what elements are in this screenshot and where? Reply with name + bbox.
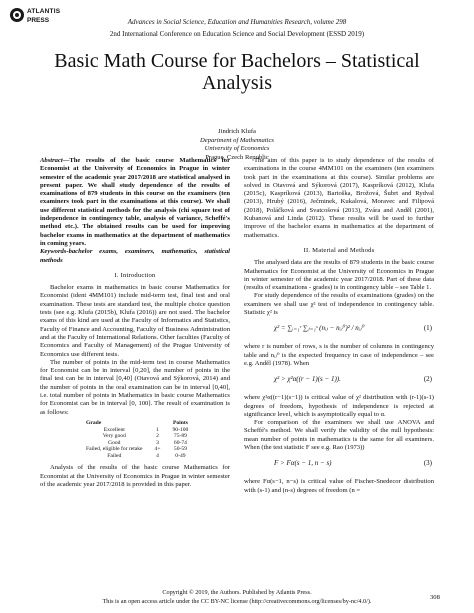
points-cell: 50-59 [173,446,187,453]
aim-paragraph: The aim of this paper is to study dependence of the results of examinations in the course 4MM101 on the examiners (ten examiners took part in the examinations at this course). Similar problems are solved in Otavová and Sýkorová (2017), Kaspríková (2012), Klufa (2015c), Kaspríková (2013), Bartoška, Brožová, Šubrt and Rydval (2013), Hrubý (2016), Ječminek, Kukalová, Moravec and Filipová (2018), Poláčková and Svatcošová (2013), Zvára and Anděl (2001), Kubanová and Linda (2012). These results will be used to further improve of the bachelor exams in mathematics at the department of mathematics. [244,157,434,239]
grade-header: Grade [86,419,102,426]
table-row [80,453,194,460]
equation-1-body: χ² = ∑ᵢ₌₁ʳ ∑ⱼ₌₁ˢ (nᵢⱼ − nᵢⱼ⁰)² / nᵢⱼ⁰ [274,324,365,333]
equation-2-number: (2) [423,375,432,384]
points-cell: 60-74 [173,439,187,446]
equation-2-body: χ² > χ²α((r − 1)(s − 1)). [274,375,341,384]
grade-code-cell: 2 [156,433,159,440]
page-number: 308 [430,594,440,601]
grade-cell: Very good [102,433,126,440]
points-cell: 75-89 [173,433,187,440]
footer-license: This is an open access article under the CC BY-NC license (http://creativecommons.org/licenses/by-nc/4.0/). [102,598,372,605]
grade-code-cell: 3 [156,439,159,446]
intro-paragraph-1: Bachelor exams in mathematics in basic course Mathematics for Economist (ident 4MM101) include mid-term test, final test and oral examination. These tests are standard test, the multiple choice question tests (see e.g. Klufa (2015b), Klufa (2016)) are not used. The bachelor exams of this kind are used at the Faculty of Informatics and Statistics, Faculty of Finance and Accounting, Faculty of Business Administration and at the Faculty of International Relations. Other faculties (Faculty of Economics and Faculty of Management) of the Prague University of Economics use different tests. [40,284,230,358]
section-heading-methods: II. Material and Methods [303,246,375,254]
points-header: Points [172,419,188,426]
grade-code-cell: 4+ [154,446,161,453]
points-cell: 0-49 [175,452,186,459]
right-column [244,157,434,495]
points-cell: 90-100 [172,426,189,433]
methods-paragraph-5: For comparison of the examiners we shall use ANOVA and Scheffé's method. We shall verify the validity of the null hypothesis: mean number of points in mathematics is the same for all examiners. When (the test statistic F see e.g. Rao (1973)) [244,419,434,452]
grade-code-cell: 4 [156,452,159,459]
author-university: University of Economics [204,145,270,152]
abstract-label: Abstract [40,157,63,164]
equation-1-number: (1) [423,324,432,333]
author-location: Prague, Czech Republic [205,153,269,161]
intro-paragraph-3: Analysis of the results of the basic course Mathematics for Economist at the University of Economics in Prague in winter semester of the academic year 2017/2018 is provided in this paper. [40,464,230,489]
journal-line: Advances in Social Science, Education and Humanities Research, volume 298 [127,18,347,26]
grade-cell: Excellent [103,426,125,433]
equation-3-number: (3) [423,459,432,468]
conference-line: 2nd International Conference on Education Science and Social Development (ESSD 2019) [109,30,365,38]
logo-text-line2: PRESS [27,17,50,24]
equation-3-body: F > Fα(s − 1, n − s) [274,459,332,468]
grade-cell: Failed, eligible for retake [86,446,143,453]
grade-code-cell: 1 [156,426,159,433]
grade-table-header [80,420,194,427]
methods-paragraph-3: where r is number of rows, s is the number of columns in contingency table and nᵢⱼ⁰ is the expected frequency in case of independence – see e.g. Anděl (1978). When [244,343,434,367]
keywords [40,248,230,265]
footer-copyright: Copyright © 2019, the Authors. Published by Atlantis Press. [162,589,312,596]
grade-table [80,420,194,460]
methods-paragraph-2: For study dependence of the results of examinations (grades) on the examiners we shall use χ² test of independence in contingency table. Statistic χ² is [244,292,434,317]
table-row [80,427,194,434]
methods-paragraph-4: where χ²α((r−1)(s−1)) is critical value of χ² distribution with (r-1)(s-1) degrees of freedom, hypothesis of independence is rejected at significance level, which is asymptotically equal to α. [244,394,434,418]
table-row [80,446,194,453]
left-column [40,157,230,489]
methods-paragraph-1: The analysed data are the results of 879 students in the basic course Mathematics for Economist at the University of Economics in Prague in winter semester of the academic year 2017/2018. Part of these data (results of examinations - grades) is in contingency table – see Table 1. [244,259,434,292]
abstract [40,157,230,248]
equation-1 [244,321,434,339]
author-department: Department of Mathematics [200,136,274,144]
grade-code-header [149,420,167,427]
logo-text-line1: ATLANTIS [27,8,61,15]
intro-paragraph-2: The number of points in the mid-term test in course Mathematics for Economist can be in interval [0,20], the number of points in the final test can be in interval [0,40] (Otavová and Sýkorová, 2014) and the number of points in the oral examination can be in interval [0,40], i.e. total number of points in Mathematics in basic course Mathematics for Economist can be in interval [0, 100]. The result of examination is as follows: [40,358,230,416]
keywords-label: Keywords [40,248,67,256]
methods-paragraph-6: where Fα(s−1, n−s) is critical value of Fischer-Snedecor distribution with (s-1) and (n-s) degrees of freedom (n = [244,478,434,494]
equation-3 [244,456,434,474]
grade-cell: Good [108,439,121,446]
grade-cell: Failed [107,452,122,459]
abstract-text: —The results of the basic course Mathematics for Economist at the University of Economics in Prague in winter semester of the academic year 2017/2018 are statistical analysed in present paper. We shall study dependence of the results of examinations of 879 students in this course on the examiners (ten examiners took part in the examinations at this course). We shall use different statistical methods for the analysis (chi square test of independence in contingency table, analysis of variance, Scheffé's method etc.). The obtained results can be used for improving bachelor exams in mathematics at the department of mathematics in coming years. [40,157,230,247]
paper-title: Basic Math Course for Bachelors – Statistical Analysis [54,50,420,94]
equation-2 [244,372,434,390]
table-row [80,433,194,440]
author-name: Jindrich Klufa [218,128,256,135]
keywords-text: -bachelor exams, examiners, mathematics, statistical methods [40,248,230,264]
section-heading-introduction: I. Introduction [114,271,156,279]
